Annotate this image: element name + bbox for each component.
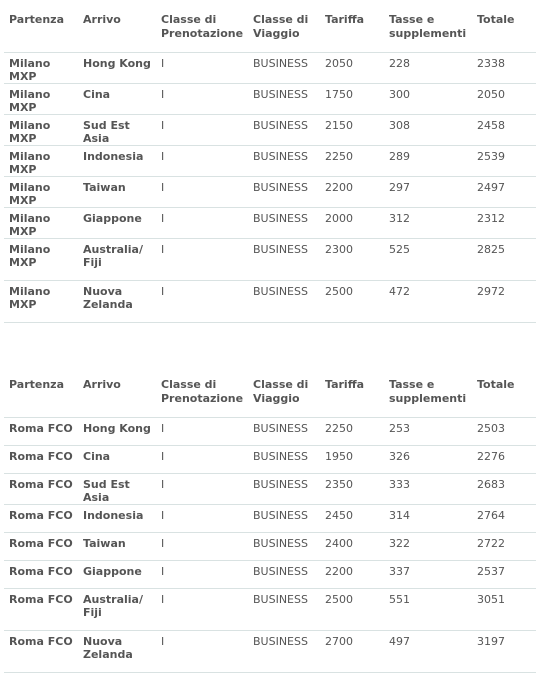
cell-tasse: 300 <box>384 84 472 115</box>
cell-tariffa: 2000 <box>320 208 384 239</box>
cell-arrivo: Giappone <box>78 561 156 589</box>
header-totale: Totale <box>472 7 536 53</box>
cell-totale: 2537 <box>472 561 536 589</box>
cell-classe-viaggio: BUSINESS <box>248 631 320 673</box>
cell-tariffa: 2050 <box>320 53 384 84</box>
cell-totale: 2338 <box>472 53 536 84</box>
fares-table-milano <box>4 7 536 323</box>
cell-arrivo: Sud Est Asia <box>78 474 156 505</box>
header-partenza: Partenza <box>4 372 78 418</box>
cell-tasse: 333 <box>384 474 472 505</box>
cell-classe-prenotazione: I <box>156 208 248 239</box>
cell-arrivo: Nuova Zelanda <box>78 281 156 323</box>
cell-totale: 2539 <box>472 146 536 177</box>
table-row <box>4 208 536 239</box>
cell-classe-viaggio: BUSINESS <box>248 146 320 177</box>
cell-partenza: Roma FCO <box>4 631 78 673</box>
cell-classe-prenotazione: I <box>156 631 248 673</box>
cell-tasse: 312 <box>384 208 472 239</box>
header-arrivo: Arrivo <box>78 372 156 418</box>
cell-tariffa: 1750 <box>320 84 384 115</box>
cell-classe-viaggio: BUSINESS <box>248 474 320 505</box>
cell-classe-prenotazione: I <box>156 53 248 84</box>
table-row <box>4 631 536 673</box>
header-classe-viaggio: Classe di Viaggio <box>248 372 320 418</box>
cell-classe-prenotazione: I <box>156 446 248 474</box>
table-row <box>4 561 536 589</box>
cell-classe-prenotazione: I <box>156 505 248 533</box>
cell-classe-prenotazione: I <box>156 177 248 208</box>
header-totale: Totale <box>472 372 536 418</box>
cell-tariffa: 2350 <box>320 474 384 505</box>
cell-partenza: Milano MXP <box>4 84 78 115</box>
cell-totale: 3197 <box>472 631 536 673</box>
table-row <box>4 53 536 84</box>
cell-tasse: 308 <box>384 115 472 146</box>
cell-partenza: Roma FCO <box>4 505 78 533</box>
cell-tariffa: 2150 <box>320 115 384 146</box>
cell-arrivo: Cina <box>78 84 156 115</box>
table-row <box>4 84 536 115</box>
cell-partenza: Milano MXP <box>4 146 78 177</box>
cell-tariffa: 2300 <box>320 239 384 281</box>
cell-tariffa: 2450 <box>320 505 384 533</box>
cell-classe-prenotazione: I <box>156 474 248 505</box>
table-row <box>4 177 536 208</box>
cell-tasse: 525 <box>384 239 472 281</box>
cell-tasse: 322 <box>384 533 472 561</box>
cell-tasse: 337 <box>384 561 472 589</box>
cell-classe-viaggio: BUSINESS <box>248 208 320 239</box>
table-header-row <box>4 7 536 53</box>
table-row <box>4 146 536 177</box>
cell-arrivo: Australia/ Fiji <box>78 589 156 631</box>
cell-totale: 2497 <box>472 177 536 208</box>
cell-classe-viaggio: BUSINESS <box>248 281 320 323</box>
cell-tariffa: 2200 <box>320 177 384 208</box>
table-header-row <box>4 372 536 418</box>
cell-tasse: 314 <box>384 505 472 533</box>
table-row <box>4 505 536 533</box>
cell-totale: 2276 <box>472 446 536 474</box>
cell-arrivo: Giappone <box>78 208 156 239</box>
cell-partenza: Milano MXP <box>4 53 78 84</box>
header-partenza: Partenza <box>4 7 78 53</box>
cell-tasse: 551 <box>384 589 472 631</box>
cell-tasse: 326 <box>384 446 472 474</box>
cell-partenza: Roma FCO <box>4 418 78 446</box>
cell-totale: 2972 <box>472 281 536 323</box>
cell-classe-prenotazione: I <box>156 239 248 281</box>
cell-classe-viaggio: BUSINESS <box>248 418 320 446</box>
cell-partenza: Roma FCO <box>4 561 78 589</box>
cell-tasse: 253 <box>384 418 472 446</box>
cell-classe-viaggio: BUSINESS <box>248 561 320 589</box>
cell-partenza: Milano MXP <box>4 281 78 323</box>
cell-partenza: Roma FCO <box>4 446 78 474</box>
cell-arrivo: Indonesia <box>78 146 156 177</box>
cell-totale: 2503 <box>472 418 536 446</box>
header-tariffa: Tariffa <box>320 372 384 418</box>
cell-totale: 2683 <box>472 474 536 505</box>
cell-classe-viaggio: BUSINESS <box>248 84 320 115</box>
table-row <box>4 239 536 281</box>
cell-tariffa: 2250 <box>320 146 384 177</box>
fares-table-roma <box>4 372 536 673</box>
cell-tariffa: 2200 <box>320 561 384 589</box>
cell-tariffa: 2500 <box>320 281 384 323</box>
header-tariffa: Tariffa <box>320 7 384 53</box>
cell-partenza: Roma FCO <box>4 589 78 631</box>
cell-arrivo: Australia/ Fiji <box>78 239 156 281</box>
cell-classe-viaggio: BUSINESS <box>248 115 320 146</box>
cell-totale: 2825 <box>472 239 536 281</box>
header-tasse: Tasse e supplementi <box>384 7 472 53</box>
cell-tasse: 472 <box>384 281 472 323</box>
cell-arrivo: Taiwan <box>78 533 156 561</box>
header-arrivo: Arrivo <box>78 7 156 53</box>
cell-totale: 2312 <box>472 208 536 239</box>
cell-arrivo: Sud Est Asia <box>78 115 156 146</box>
cell-classe-prenotazione: I <box>156 146 248 177</box>
table-row <box>4 115 536 146</box>
header-tasse: Tasse e supplementi <box>384 372 472 418</box>
table-row <box>4 589 536 631</box>
table-row <box>4 446 536 474</box>
cell-totale: 3051 <box>472 589 536 631</box>
cell-tariffa: 2400 <box>320 533 384 561</box>
cell-classe-viaggio: BUSINESS <box>248 505 320 533</box>
cell-classe-viaggio: BUSINESS <box>248 446 320 474</box>
cell-tasse: 497 <box>384 631 472 673</box>
cell-tariffa: 2250 <box>320 418 384 446</box>
cell-arrivo: Taiwan <box>78 177 156 208</box>
header-classe-prenotazione: Classe di Prenotazione <box>156 7 248 53</box>
header-classe-prenotazione: Classe di Prenotazione <box>156 372 248 418</box>
cell-classe-prenotazione: I <box>156 281 248 323</box>
cell-arrivo: Hong Kong <box>78 418 156 446</box>
cell-partenza: Roma FCO <box>4 533 78 561</box>
cell-tariffa: 2700 <box>320 631 384 673</box>
cell-totale: 2050 <box>472 84 536 115</box>
cell-tariffa: 2500 <box>320 589 384 631</box>
cell-arrivo: Hong Kong <box>78 53 156 84</box>
cell-classe-prenotazione: I <box>156 418 248 446</box>
table-row <box>4 418 536 446</box>
cell-totale: 2764 <box>472 505 536 533</box>
cell-arrivo: Nuova Zelanda <box>78 631 156 673</box>
cell-classe-prenotazione: I <box>156 115 248 146</box>
cell-partenza: Milano MXP <box>4 177 78 208</box>
cell-classe-prenotazione: I <box>156 84 248 115</box>
cell-partenza: Roma FCO <box>4 474 78 505</box>
cell-classe-viaggio: BUSINESS <box>248 239 320 281</box>
cell-classe-prenotazione: I <box>156 561 248 589</box>
cell-partenza: Milano MXP <box>4 115 78 146</box>
cell-totale: 2458 <box>472 115 536 146</box>
cell-classe-prenotazione: I <box>156 589 248 631</box>
cell-classe-prenotazione: I <box>156 533 248 561</box>
cell-partenza: Milano MXP <box>4 208 78 239</box>
cell-classe-viaggio: BUSINESS <box>248 589 320 631</box>
header-classe-viaggio: Classe di Viaggio <box>248 7 320 53</box>
cell-classe-viaggio: BUSINESS <box>248 53 320 84</box>
cell-arrivo: Cina <box>78 446 156 474</box>
cell-arrivo: Indonesia <box>78 505 156 533</box>
table-row <box>4 281 536 323</box>
cell-classe-viaggio: BUSINESS <box>248 533 320 561</box>
cell-tasse: 228 <box>384 53 472 84</box>
table-row <box>4 474 536 505</box>
cell-classe-viaggio: BUSINESS <box>248 177 320 208</box>
cell-tasse: 297 <box>384 177 472 208</box>
cell-tariffa: 1950 <box>320 446 384 474</box>
cell-totale: 2722 <box>472 533 536 561</box>
cell-tasse: 289 <box>384 146 472 177</box>
table-row <box>4 533 536 561</box>
cell-partenza: Milano MXP <box>4 239 78 281</box>
